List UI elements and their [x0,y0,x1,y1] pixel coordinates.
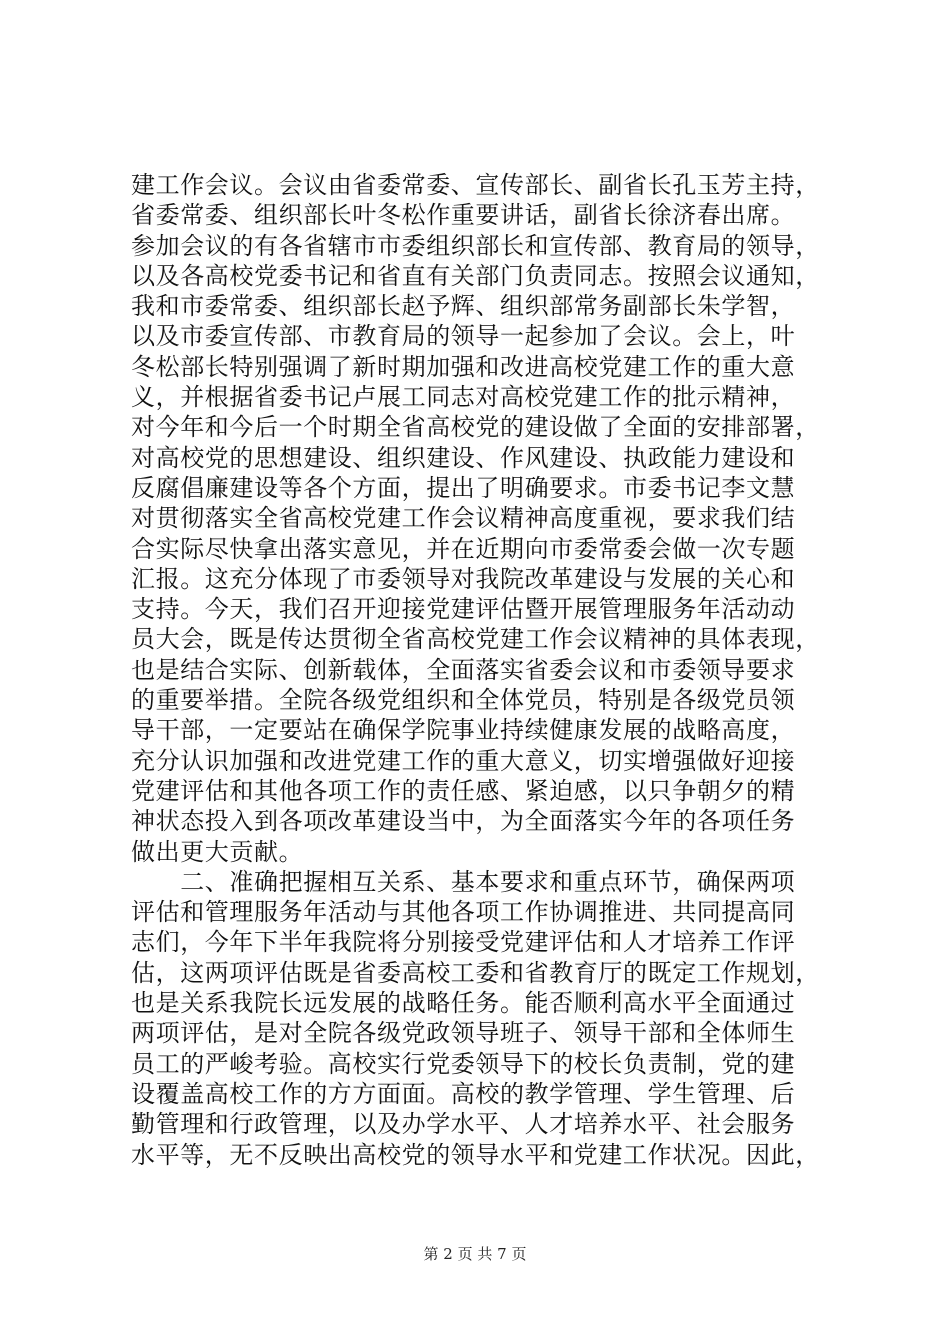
text-line: 也是关系我院长远发展的战略任务。能否顺利高水平全面通过 [131,989,796,1018]
text-line: 对高校党的思想建设、组织建设、作风建设、执政能力建设和 [131,443,796,472]
text-line: 党建评估和其他各项工作的责任感、紧迫感，以只争朝夕的精 [131,776,796,805]
text-line: 估，这两项评估既是省委高校工委和省教育厅的既定工作规划， [131,958,820,987]
text-line: 评估和管理服务年活动与其他各项工作协调推进、共同提高同 [131,898,796,927]
text-line: 水平等，无不反映出高校党的领导水平和党建工作状况。因此， [131,1140,820,1169]
text-line: 省委常委、组织部长叶冬松作重要讲话，副省长徐济春出席。 [131,201,796,230]
text-line: 以及市委宣传部、市教育局的领导一起参加了会议。会上，叶 [131,322,796,351]
text-line: 的重要举措。全院各级党组织和全体党员，特别是各级党员领 [131,686,796,715]
text-line: 神状态投入到各项改革建设当中，为全面落实今年的各项任务 [131,807,796,836]
text-line: 冬松部长特别强调了新时期加强和改进高校党建工作的重大意 [131,352,796,381]
text-line: 以及各高校党委书记和省直有关部门负责同志。按照会议通知， [131,261,820,290]
text-line: 建工作会议。会议由省委常委、宣传部长、副省长孔玉芳主持， [131,171,820,199]
text-line: 反腐倡廉建设等各个方面，提出了明确要求。市委书记李文慧 [131,473,796,502]
text-line: 二、准确把握相互关系、基本要求和重点环节，确保两项 [131,867,796,896]
text-line: 合实际尽快拿出落实意见，并在近期向市委常委会做一次专题 [131,534,796,563]
page-footer: 第 2 页 共 7 页 [423,1245,527,1263]
text-line: 导干部，一定要站在确保学院事业持续健康发展的战略高度， [131,716,796,745]
text-line: 我和市委常委、组织部长赵予辉、组织部常务副部长朱学智， [131,292,796,321]
text-line: 设覆盖高校工作的方方面面。高校的教学管理、学生管理、后 [131,1079,796,1108]
text-line: 充分认识加强和改进党建工作的重大意义，切实增强做好迎接 [131,746,796,775]
text-line: 勤管理和行政管理，以及办学水平、人才培养水平、社会服务 [131,1110,796,1139]
text-line: 对今年和今后一个时期全省高校党的建设做了全面的安排部署， [131,413,820,442]
document-body [131,170,831,1170]
text-line: 参加会议的有各省辖市市委组织部长和宣传部、教育局的领导， [131,231,820,260]
text-line: 员工的严峻考验。高校实行党委领导下的校长负责制，党的建 [131,1049,796,1078]
text-line: 员大会，既是传达贯彻全省高校党建工作会议精神的具体表现， [131,625,820,654]
text-line: 志们，今年下半年我院将分别接受党建评估和人才培养工作评 [131,928,796,957]
text-line: 也是结合实际、创新载体，全面落实省委会议和市委领导要求 [131,655,796,684]
text-line: 两项评估，是对全院各级党政领导班子、领导干部和全体师生 [131,1019,796,1048]
text-line: 对贯彻落实全省高校党建工作会议精神高度重视，要求我们结 [131,504,796,533]
text-line: 义，并根据省委书记卢展工同志对高校党建工作的批示精神， [131,383,796,412]
text-line: 汇报。这充分体现了市委领导对我院改革建设与发展的关心和 [131,564,796,593]
text-line: 支持。今天，我们召开迎接党建评估暨开展管理服务年活动动 [131,595,796,624]
text-line: 做出更大贡献。 [131,837,304,866]
